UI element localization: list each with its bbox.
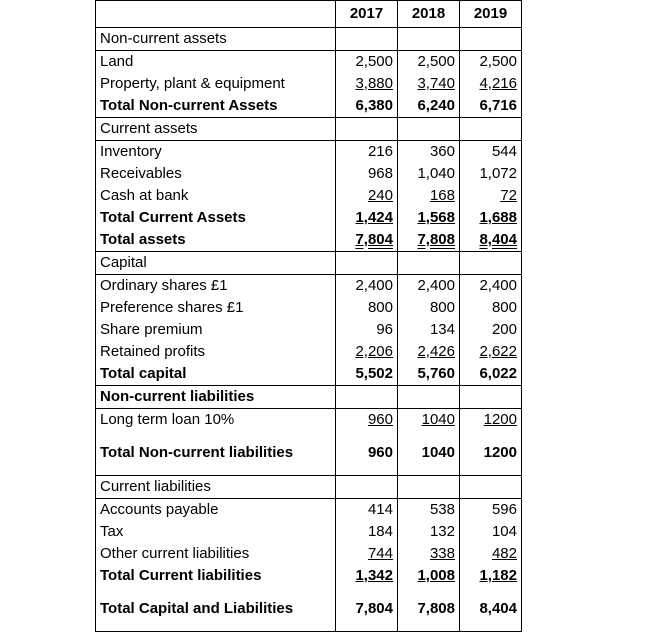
row-label: Total capital — [96, 363, 336, 386]
cell-value: 104 — [491, 523, 517, 540]
table-row — [96, 275, 522, 298]
column-header-2019: 2019 — [460, 1, 522, 28]
cell-value: 3,740 — [417, 75, 455, 92]
value-cell-2018 — [398, 386, 460, 409]
cell-value: 96 — [376, 321, 393, 338]
value-cell-2017 — [336, 499, 398, 522]
table-row — [96, 229, 522, 252]
table-row — [96, 141, 522, 164]
cell-value: 1200 — [483, 411, 517, 428]
value-cell-2017 — [336, 409, 398, 432]
value-cell-2017 — [336, 587, 398, 632]
row-label: Land — [96, 51, 336, 74]
row-label: Total assets — [96, 229, 336, 252]
value-cell-2018 — [398, 409, 460, 432]
cell-value: 6,022 — [479, 365, 517, 382]
cell-value: 960 — [367, 444, 393, 461]
value-cell-2017 — [336, 319, 398, 341]
value-cell-2017 — [336, 252, 398, 275]
value-cell-2019 — [460, 252, 522, 275]
table-row — [96, 521, 522, 543]
row-label: Total Current Assets — [96, 207, 336, 229]
value-cell-2017 — [336, 51, 398, 74]
cell-value: 1,568 — [417, 209, 455, 226]
table-row — [96, 297, 522, 319]
cell-value: 482 — [491, 545, 517, 562]
value-cell-2019 — [460, 386, 522, 409]
row-label: Current liabilities — [96, 476, 336, 499]
value-cell-2017 — [336, 229, 398, 252]
value-cell-2018 — [398, 73, 460, 95]
value-cell-2019 — [460, 543, 522, 565]
row-label: Total Current liabilities — [96, 565, 336, 587]
row-label: Non-current liabilities — [96, 386, 336, 409]
table-row — [96, 499, 522, 522]
value-cell-2017 — [336, 163, 398, 185]
cell-value: 744 — [367, 545, 393, 562]
value-cell-2018 — [398, 185, 460, 207]
cell-value: 2,400 — [417, 277, 455, 294]
row-label: Property, plant & equipment — [96, 73, 336, 95]
balance-sheet-table — [95, 0, 522, 632]
cell-value: 2,500 — [355, 53, 393, 70]
cell-value: 544 — [491, 143, 517, 160]
value-cell-2018 — [398, 51, 460, 74]
cell-value: 1,424 — [355, 209, 393, 226]
value-cell-2017 — [336, 297, 398, 319]
cell-value: 4,216 — [479, 75, 517, 92]
value-cell-2017 — [336, 275, 398, 298]
row-label: Long term loan 10% — [96, 409, 336, 432]
value-cell-2017 — [336, 431, 398, 476]
value-cell-2018 — [398, 476, 460, 499]
cell-value: 216 — [367, 143, 393, 160]
row-label: Inventory — [96, 141, 336, 164]
value-cell-2017 — [336, 341, 398, 363]
row-label: Total Non-current Assets — [96, 95, 336, 118]
table-row — [96, 409, 522, 432]
cell-value: 1,688 — [479, 209, 517, 226]
cell-value: 2,400 — [355, 277, 393, 294]
cell-value: 1,182 — [479, 567, 517, 584]
cell-value: 414 — [367, 501, 393, 518]
value-cell-2019 — [460, 118, 522, 141]
value-cell-2019 — [460, 409, 522, 432]
cell-value: 1200 — [483, 444, 517, 461]
value-cell-2017 — [336, 521, 398, 543]
value-cell-2019 — [460, 229, 522, 252]
value-cell-2019 — [460, 163, 522, 185]
table-row — [96, 118, 522, 141]
value-cell-2018 — [398, 28, 460, 51]
cell-value: 1040 — [421, 444, 455, 461]
value-cell-2018 — [398, 543, 460, 565]
value-cell-2017 — [336, 73, 398, 95]
row-label: Preference shares £1 — [96, 297, 336, 319]
cell-value: 6,380 — [355, 97, 393, 114]
cell-value: 800 — [491, 299, 517, 316]
value-cell-2019 — [460, 341, 522, 363]
value-cell-2019 — [460, 95, 522, 118]
table-row — [96, 73, 522, 95]
table-row — [96, 341, 522, 363]
cell-value: 538 — [429, 501, 455, 518]
header-blank-cell — [96, 1, 336, 28]
cell-value: 1,040 — [417, 165, 455, 182]
cell-value: 1,342 — [355, 567, 393, 584]
cell-value: 338 — [429, 545, 455, 562]
value-cell-2017 — [336, 141, 398, 164]
value-cell-2019 — [460, 319, 522, 341]
column-header-2017: 2017 — [336, 1, 398, 28]
table-row — [96, 565, 522, 587]
value-cell-2017 — [336, 95, 398, 118]
value-cell-2019 — [460, 207, 522, 229]
cell-value: 2,426 — [417, 343, 455, 360]
cell-value: 168 — [429, 187, 455, 204]
value-cell-2019 — [460, 476, 522, 499]
cell-value: 1040 — [421, 411, 455, 428]
value-cell-2019 — [460, 587, 522, 632]
value-cell-2018 — [398, 229, 460, 252]
value-cell-2019 — [460, 141, 522, 164]
table-row — [96, 95, 522, 118]
cell-value: 7,804 — [355, 600, 393, 617]
table-row — [96, 163, 522, 185]
cell-value: 132 — [429, 523, 455, 540]
cell-value: 184 — [367, 523, 393, 540]
value-cell-2019 — [460, 73, 522, 95]
cell-value: 134 — [429, 321, 455, 338]
row-label: Capital — [96, 252, 336, 275]
table-row — [96, 185, 522, 207]
cell-value: 960 — [367, 411, 393, 428]
row-label: Ordinary shares £1 — [96, 275, 336, 298]
row-label: Non-current assets — [96, 28, 336, 51]
value-cell-2018 — [398, 118, 460, 141]
value-cell-2019 — [460, 28, 522, 51]
row-label: Share premium — [96, 319, 336, 341]
value-cell-2018 — [398, 207, 460, 229]
value-cell-2018 — [398, 141, 460, 164]
cell-value: 800 — [367, 299, 393, 316]
value-cell-2019 — [460, 275, 522, 298]
cell-value: 7,808 — [417, 600, 455, 617]
cell-value: 2,500 — [479, 53, 517, 70]
value-cell-2017 — [336, 185, 398, 207]
cell-value: 6,716 — [479, 97, 517, 114]
value-cell-2018 — [398, 587, 460, 632]
value-cell-2017 — [336, 28, 398, 51]
row-label: Other current liabilities — [96, 543, 336, 565]
cell-value: 200 — [491, 321, 517, 338]
cell-value: 1,008 — [417, 567, 455, 584]
value-cell-2019 — [460, 431, 522, 476]
cell-value: 7,804 — [355, 231, 393, 248]
cell-value: 2,400 — [479, 277, 517, 294]
value-cell-2019 — [460, 297, 522, 319]
column-header-2018: 2018 — [398, 1, 460, 28]
value-cell-2017 — [336, 543, 398, 565]
table-row — [96, 587, 522, 632]
value-cell-2019 — [460, 521, 522, 543]
table-row — [96, 319, 522, 341]
value-cell-2018 — [398, 319, 460, 341]
cell-value: 2,500 — [417, 53, 455, 70]
value-cell-2018 — [398, 565, 460, 587]
cell-value: 240 — [367, 187, 393, 204]
value-cell-2019 — [460, 51, 522, 74]
cell-value: 968 — [367, 165, 393, 182]
value-cell-2018 — [398, 163, 460, 185]
header-row — [96, 1, 522, 28]
value-cell-2019 — [460, 499, 522, 522]
table-row — [96, 51, 522, 74]
cell-value: 3,880 — [355, 75, 393, 92]
row-label: Receivables — [96, 163, 336, 185]
table-row — [96, 386, 522, 409]
table-row — [96, 431, 522, 476]
row-label: Accounts payable — [96, 499, 336, 522]
row-label: Total Non-current liabilities — [96, 431, 336, 476]
cell-value: 7,808 — [417, 231, 455, 248]
table-row — [96, 543, 522, 565]
table-row — [96, 28, 522, 51]
cell-value: 8,404 — [479, 231, 517, 248]
row-label: Tax — [96, 521, 336, 543]
value-cell-2017 — [336, 118, 398, 141]
table-row — [96, 207, 522, 229]
row-label: Retained profits — [96, 341, 336, 363]
row-label: Current assets — [96, 118, 336, 141]
value-cell-2018 — [398, 521, 460, 543]
value-cell-2018 — [398, 341, 460, 363]
value-cell-2018 — [398, 431, 460, 476]
cell-value: 596 — [491, 501, 517, 518]
row-label: Cash at bank — [96, 185, 336, 207]
row-label: Total Capital and Liabilities — [96, 587, 336, 632]
cell-value: 360 — [429, 143, 455, 160]
value-cell-2018 — [398, 297, 460, 319]
value-cell-2017 — [336, 565, 398, 587]
cell-value: 72 — [500, 187, 517, 204]
value-cell-2018 — [398, 499, 460, 522]
value-cell-2018 — [398, 95, 460, 118]
value-cell-2017 — [336, 386, 398, 409]
value-cell-2018 — [398, 252, 460, 275]
value-cell-2018 — [398, 363, 460, 386]
value-cell-2017 — [336, 363, 398, 386]
cell-value: 800 — [429, 299, 455, 316]
table-row — [96, 363, 522, 386]
cell-value: 8,404 — [479, 600, 517, 617]
cell-value: 2,622 — [479, 343, 517, 360]
value-cell-2019 — [460, 363, 522, 386]
cell-value: 6,240 — [417, 97, 455, 114]
value-cell-2019 — [460, 185, 522, 207]
value-cell-2017 — [336, 476, 398, 499]
value-cell-2017 — [336, 207, 398, 229]
cell-value: 5,760 — [417, 365, 455, 382]
cell-value: 1,072 — [479, 165, 517, 182]
value-cell-2019 — [460, 565, 522, 587]
cell-value: 2,206 — [355, 343, 393, 360]
table-row — [96, 476, 522, 499]
cell-value: 5,502 — [355, 365, 393, 382]
table-row — [96, 252, 522, 275]
value-cell-2018 — [398, 275, 460, 298]
